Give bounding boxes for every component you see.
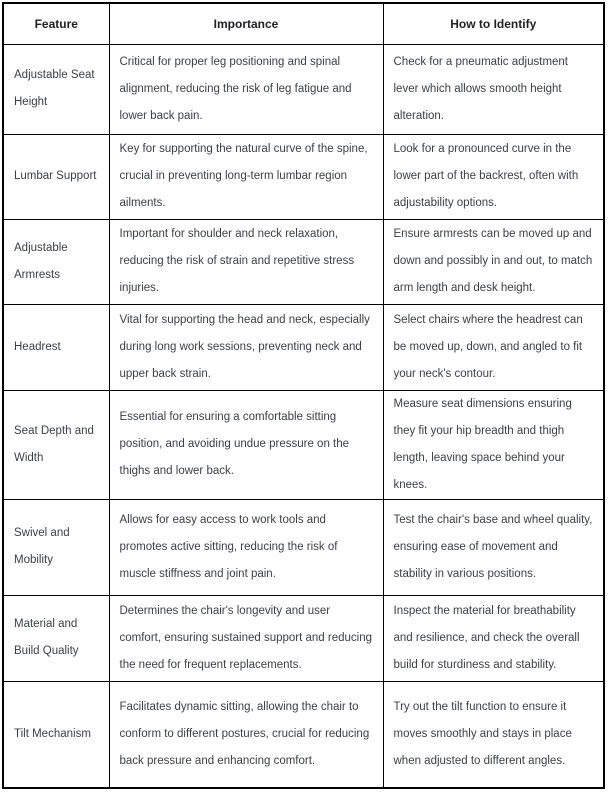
- chair-features-table: [2, 2, 605, 789]
- importance-cell: Key for supporting the natural curve of the spine, crucial in preventing long-term lumbar region ailments.: [109, 134, 383, 219]
- importance-cell: Important for shoulder and neck relaxation, reducing the risk of strain and repetitive stress injuries.: [109, 219, 383, 304]
- table-body: [3, 44, 604, 788]
- identify-cell: Test the chair's base and wheel quality, ensuring ease of movement and stability in various positions.: [383, 499, 604, 595]
- importance-cell: Vital for supporting the head and neck, especially during long work sessions, preventing neck and upper back strain.: [109, 304, 383, 390]
- identify-cell: Check for a pneumatic adjustment lever which allows smooth height alteration.: [383, 44, 604, 134]
- column-header-feature: Feature: [3, 3, 109, 44]
- feature-cell: Seat Depth and Width: [3, 390, 109, 499]
- table-header: [3, 3, 604, 44]
- table-row: [3, 304, 604, 390]
- importance-cell: Facilitates dynamic sitting, allowing the chair to conform to different postures, crucial for reducing back pressure and enhancing comfort.: [109, 681, 383, 788]
- feature-cell: Adjustable Seat Height: [3, 44, 109, 134]
- table-row: [3, 499, 604, 595]
- importance-cell: Allows for easy access to work tools and promotes active sitting, reducing the risk of muscle stiffness and joint pain.: [109, 499, 383, 595]
- identify-cell: Select chairs where the headrest can be moved up, down, and angled to fit your neck's contour.: [383, 304, 604, 390]
- importance-cell: Critical for proper leg positioning and spinal alignment, reducing the risk of leg fatigue and lower back pain.: [109, 44, 383, 134]
- column-header-how-to-identify: How to Identify: [383, 3, 604, 44]
- feature-cell: Swivel and Mobility: [3, 499, 109, 595]
- table-row: [3, 390, 604, 499]
- identify-cell: Measure seat dimensions ensuring they fit your hip breadth and thigh length, leaving space behind your knees.: [383, 390, 604, 499]
- importance-cell: Essential for ensuring a comfortable sitting position, and avoiding undue pressure on the thighs and lower back.: [109, 390, 383, 499]
- table-row: [3, 134, 604, 219]
- identify-cell: Look for a pronounced curve in the lower part of the backrest, often with adjustability options.: [383, 134, 604, 219]
- importance-cell: Determines the chair's longevity and user comfort, ensuring sustained support and reducing the need for frequent replacements.: [109, 595, 383, 681]
- feature-cell: Material and Build Quality: [3, 595, 109, 681]
- identify-cell: Try out the tilt function to ensure it moves smoothly and stays in place when adjusted to different angles.: [383, 681, 604, 788]
- header-row: [3, 3, 604, 44]
- column-header-importance: Importance: [109, 3, 383, 44]
- identify-cell: Ensure armrests can be moved up and down and possibly in and out, to match arm length and desk height.: [383, 219, 604, 304]
- table-row: [3, 44, 604, 134]
- table-row: [3, 219, 604, 304]
- table-row: [3, 681, 604, 788]
- identify-cell: Inspect the material for breathability and resilience, and check the overall build for sturdiness and stability.: [383, 595, 604, 681]
- feature-cell: Lumbar Support: [3, 134, 109, 219]
- feature-cell: Adjustable Armrests: [3, 219, 109, 304]
- feature-cell: Tilt Mechanism: [3, 681, 109, 788]
- feature-cell: Headrest: [3, 304, 109, 390]
- table-row: [3, 595, 604, 681]
